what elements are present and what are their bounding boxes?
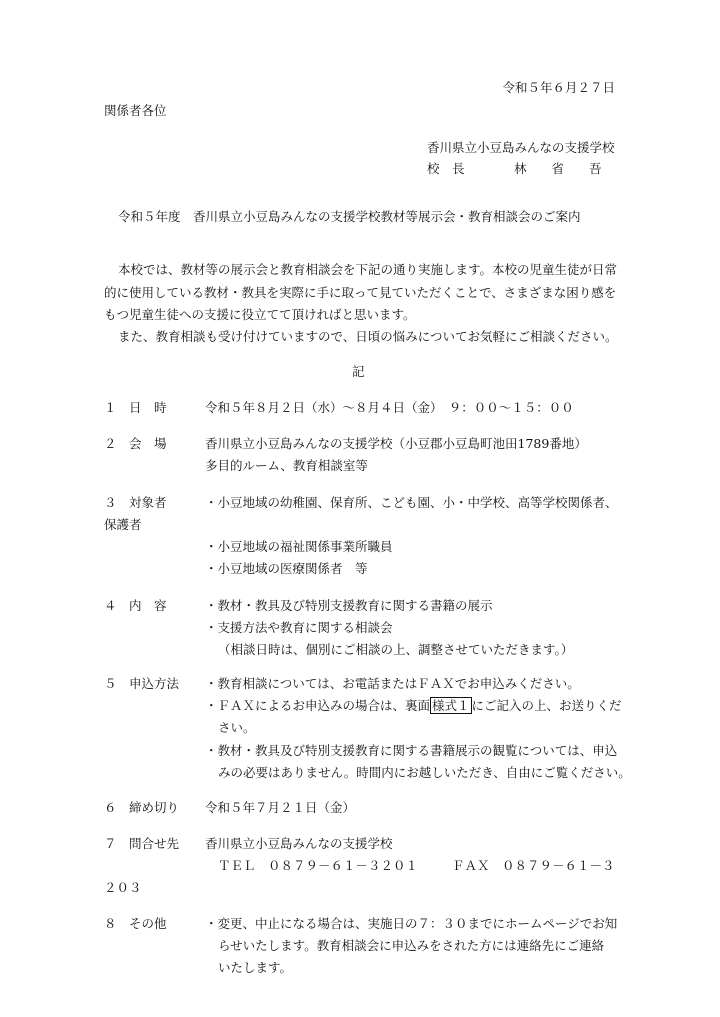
item-text: 令和５年８月２日（水）～８月４日（金） ９：００～１５：００ (205, 400, 574, 415)
item-label: ２ 会 場 (104, 436, 167, 451)
sender-title: 校 長 (427, 161, 465, 176)
contact-fax: ＦＡＸ ０８７９－６１－３ (452, 858, 615, 873)
item-text: いたします。 (218, 960, 293, 975)
addressee: 関係者各位 (104, 103, 167, 118)
item-label: ５ 申込方法 (104, 676, 180, 691)
intro-line: 本校では、教材等の展示会と教育相談会を下記の通り実施します。本校の児童生徒が日常 (118, 262, 618, 277)
item-text: ・小豆地域の医療関係者 等 (205, 561, 368, 576)
form-reference-box: 様式１ (432, 698, 470, 713)
contact-tel: ＴＥＬ ０８７９－６１－３２０１ (218, 858, 419, 873)
item-text-part: ・ＦＡＸによるお申込みの場合は、裏面 (205, 698, 431, 713)
ki-heading: 記 (352, 364, 365, 379)
intro-line: また、教育相談も受け付けていますので、日頃の悩みについてお気軽にご相談ください。 (118, 329, 618, 344)
item-text-part: にご記入の上、お送りくだ (471, 698, 622, 713)
intro-line: 的に使用している教材・教具を実際に手に取って見ていただくことで、さまざまな困り感を (104, 285, 617, 300)
item-text: ・教材・教具及び特別支援教育に関する書籍展示の観覧については、申込 (205, 743, 618, 758)
sender-school: 香川県立小豆島みんなの支援学校 (427, 140, 615, 155)
item-text: らせいたします。教育相談会に申込みをされた方には連絡先にご連絡 (218, 938, 605, 953)
item-label: ４ 内 容 (104, 598, 167, 613)
item-text: ・小豆地域の幼稚園、保育所、こども園、小・中学校、高等学校関係者、 (205, 495, 618, 510)
contact-fax-cont: ２０３ (104, 880, 142, 895)
document-heading: 令和５年度 香川県立小豆島みんなの支援学校教材等展示会・教育相談会のご案内 (118, 209, 581, 224)
item-label: １ 日 時 (104, 400, 167, 415)
document-date: 令和５年６月２７日 (502, 80, 615, 95)
item-text: ・支援方法や教育に関する相談会 (205, 620, 393, 635)
item-text: ・変更、中止になる場合は、実施日の７：３０までにホームページでお知 (205, 916, 618, 931)
item-text: さい。 (218, 720, 256, 735)
item-label: ６ 締め切り (104, 800, 180, 815)
item-text: ・教育相談については、お電話またはＦＡＸでお申込みください。 (205, 676, 580, 691)
item-text: 香川県立小豆島みんなの支援学校 (205, 836, 393, 851)
item-label: ８ その他 (104, 916, 167, 931)
item-text: 香川県立小豆島みんなの支援学校（小豆郡小豆島町池田1789番地） (205, 436, 587, 451)
item-text: ・教材・教具及び特別支援教育に関する書籍の展示 (205, 598, 493, 613)
item-label: ７ 問合せ先 (104, 836, 180, 851)
item-text: 保護者 (104, 517, 142, 532)
item-text: 令和５年７月２１日（金） (205, 800, 356, 815)
intro-line: もつ児童生徒への支援に役立てて頂ければと思います。 (104, 307, 416, 322)
item-text (205, 698, 622, 714)
sender-name: 林 省 吾 (514, 161, 602, 176)
item-text: 多目的ルーム、教育相談室等 (205, 458, 368, 473)
item-text: （相談日時は、個別にご相談の上、調整させていただきます。） (218, 642, 574, 657)
item-text: みの必要はありません。時間内にお越しいただき、自由にご覧ください。 (218, 765, 631, 780)
item-text: ・小豆地域の福祉関係事業所職員 (205, 539, 393, 554)
item-label: ３ 対象者 (104, 495, 167, 510)
